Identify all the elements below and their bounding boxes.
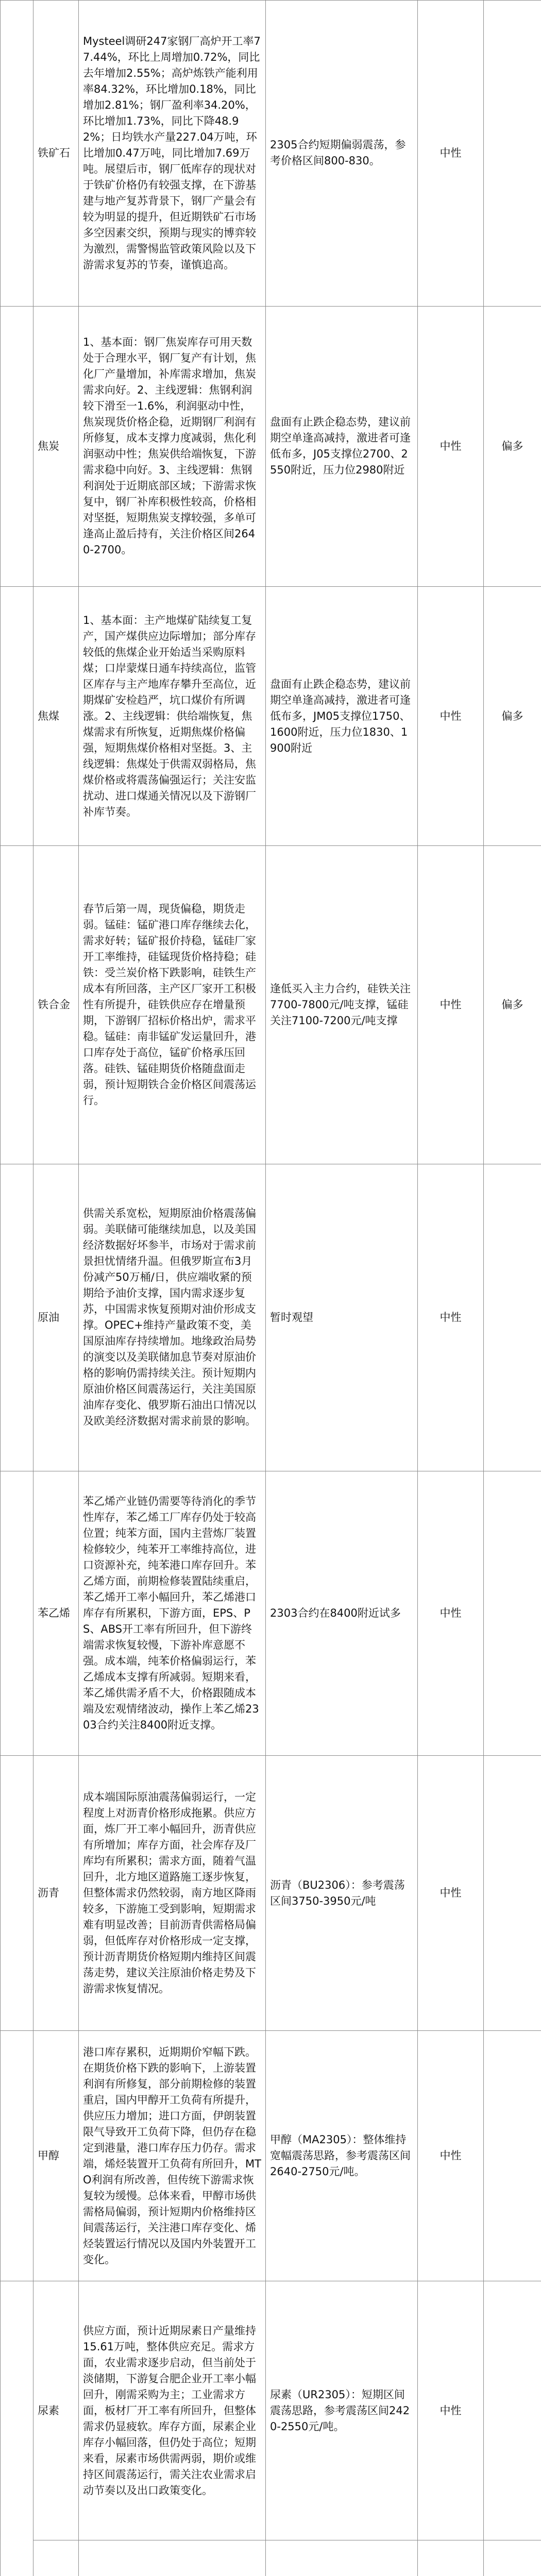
strategy-cell: 甲醇（MA2305）：整体维持宽幅震荡思路，参考震荡区间2640-2750元/吨。 — [266, 2031, 418, 2281]
commodity-name: 苯乙烯 — [33, 1471, 79, 1756]
strategy-cell — [266, 2540, 418, 2576]
strategy-cell: 逢低买入主力合约，硅铁关注7700-7800元/吨支撑，锰硅关注7100-7200元/吨支撑 — [266, 845, 418, 1164]
table-row — [1, 587, 541, 846]
logic-cell: Mysteel调研247家钢厂高炉开工率77.44%，环比上周增加0.72%，同比去年增加2.55%；高炉炼铁产能利用率84.32%，环比增加0.18%，同比增加2.81%；钢厂盈利率34.20%，环比增加1.73%，同比下降48.92%；日均铁水产量227.04万吨，环比增加0.47万吨，同比增加7.69万吨。展望后市，钢厂低库存的现状对于铁矿价格仍有较强支撑，在下游基建与地产复苏背景下，钢厂产量会有较为明显的提升，但近期铁矿石市场多空因素交织，预期与现实的博弈较为激烈，需警惕监管政策风险以及下游需求复苏的节奏，谨慎追高。 — [79, 1, 266, 307]
commodity-name: 铁合金 — [33, 845, 79, 1164]
bias-cell — [484, 2031, 541, 2281]
commodity-name: 沥青 — [33, 1756, 79, 2031]
table-row — [1, 1756, 541, 2031]
view-cell: 中性 — [418, 1756, 484, 2031]
sector-cell — [1, 1471, 33, 1756]
logic-cell: 1、基本面：主产地煤矿陆续复工复产，国产煤供应边际增加；部分库存较低的焦煤企业开始适当采购原料煤；口岸蒙煤日通车持续高位，监管区库存与主产地库存攀升至高位，近期煤矿安检趋严，坑口煤价有所调涨。2、主线逻辑：供给端恢复，焦煤需求有所恢复，近期焦煤价格偏强，短期焦煤价格相对坚挺。3、主线逻辑：焦煤处于供需双弱格局，焦煤价格或将震荡偏强运行；关注安监扰动、进口煤通关情况以及下游钢厂补库节奏。 — [79, 587, 266, 846]
commodity-name: 焦炭 — [33, 306, 79, 587]
bias-cell — [484, 2540, 541, 2576]
strategy-cell: 沥青（BU2306）：参考震荡区间3750-3950元/吨 — [266, 1756, 418, 2031]
strategy-cell: 尿素（UR2305）：短期区间震荡思路，参考震荡区间2420-2550元/吨。 — [266, 2281, 418, 2540]
sector-cell — [1, 306, 33, 587]
commodity-name: 甲醇 — [33, 2031, 79, 2281]
table-row — [1, 2281, 541, 2540]
logic-cell: 港口库存累积，近期期价窄幅下跌。在期货价格下跌的影响下，上游装置利润有所修复，部分前期检修的装置重启，国内甲醇开工负荷有所提升，供应压力增加；进口方面，伊朗装置限气导致开工负荷下降，但仍存在稳定到港量，港口库存压力仍存。需求端，烯烃装置开工负荷有所回升，MTO利润有所改善，但传统下游需求恢复较为缓慢。总体来看，甲醇市场供需格局偏弱，预计短期内价格维持区间震荡运行，关注港口库存变化、烯烃装置运行情况以及国内外装置开工变化。 — [79, 2031, 266, 2281]
logic-cell: 供需关系宽松，短期原油价格震荡偏弱。美联储可能继续加息，以及美国经济数据好坏参半，市场对于需求前景担忧情绪升温。但俄罗斯宣布3月份减产50万桶/日，供应端收紧的预期给予油价支撑，国内需求逐步复苏，中国需求恢复预期对油价形成支撑。OPEC+维持产量政策不变，美国原油库存持续增加。地缘政治局势的演变以及美联储加息节奏对原油价格的影响仍需持续关注。预计短期内原油价格区间震荡运行，关注美国原油库存变化、俄罗斯石油出口情况以及欧美经济数据对需求前景的影响。 — [79, 1164, 266, 1471]
bias-cell: 偏多 — [484, 845, 541, 1164]
strategy-cell: 盘面有止跌企稳态势，建议前期空单逢高减持，激进者可逢低布多，JM05支撑位1750、1600附近，压力位1830、1900附近 — [266, 587, 418, 846]
table-row — [1, 2540, 541, 2576]
table-row — [1, 2031, 541, 2281]
bias-cell: 偏多 — [484, 306, 541, 587]
view-cell: 中性 — [418, 1471, 484, 1756]
logic-cell: 春节后第一周，现货偏稳，期货走弱。锰硅：锰矿港口库存继续去化，需求好转；锰矿报价持稳，锰硅厂家开工率维持，硅锰现货价格持稳；硅铁：受兰炭价格下跌影响，硅铁生产成本有所回落，主产区厂家开工积极性有所提升，硅铁供应存在增量预期，下游钢厂招标价格出炉，需求平稳。锰硅：南非锰矿发运量回升，港口库存处于高位，锰矿价格承压回落。硅铁、锰硅期货价格随盘面走弱，预计短期铁合金价格区间震荡运行。 — [79, 845, 266, 1164]
bias-cell — [484, 2281, 541, 2540]
commodity-name — [33, 2540, 79, 2576]
bias-cell — [484, 1164, 541, 1471]
bias-cell — [484, 1756, 541, 2031]
logic-cell — [79, 2540, 266, 2576]
strategy-cell: 盘面有止跌企稳态势，建议前期空单逢高减持，激进者可逢低布多，J05支撑位2700、2550附近，压力位2980附近 — [266, 306, 418, 587]
view-cell: 中性 — [418, 1164, 484, 1471]
bias-cell — [484, 1, 541, 307]
view-cell: 中性 — [418, 2281, 484, 2540]
table-row — [1, 845, 541, 1164]
strategy-cell: 2305合约短期偏弱震荡，参考价格区间800-830。 — [266, 1, 418, 307]
view-cell: 中性 — [418, 1, 484, 307]
bias-cell — [484, 1471, 541, 1756]
sector-cell — [1, 1164, 33, 1471]
view-cell — [418, 2540, 484, 2576]
sector-cell — [1, 2031, 33, 2281]
view-cell: 中性 — [418, 2031, 484, 2281]
strategy-cell: 暂时观望 — [266, 1164, 418, 1471]
sector-cell — [1, 1, 33, 307]
view-cell: 中性 — [418, 587, 484, 846]
logic-cell: 苯乙烯产业链仍需要等待消化的季节性库存，苯乙烯工厂库存仍处于较高位置；纯苯方面，国内主营炼厂装置检修较少，纯苯开工率维持高位，进口资源补充，纯苯港口库存回升。苯乙烯方面，前期检修装置陆续重启，苯乙烯开工率小幅回升，苯乙烯港口库存有所累积，下游方面，EPS、PS、ABS开工率有所回升，但下游终端需求恢复较慢，下游补库意愿不强。成本端，纯苯价格偏弱运行，苯乙烯成本支撑有所减弱。短期来看，苯乙烯供需矛盾不大，价格跟随成本端及宏观情绪波动，操作上苯乙烯2303合约关注8400附近支撑。 — [79, 1471, 266, 1756]
table-row — [1, 1164, 541, 1471]
sector-cell — [1, 845, 33, 1164]
sector-cell — [1, 1756, 33, 2031]
view-cell: 中性 — [418, 306, 484, 587]
strategy-cell: 2303合约在8400附近试多 — [266, 1471, 418, 1756]
table-row — [1, 306, 541, 587]
view-cell: 中性 — [418, 845, 484, 1164]
commodity-name: 尿素 — [33, 2281, 79, 2540]
logic-cell: 1、基本面：钢厂焦炭库存可用天数处于合理水平，钢厂复产有计划，焦化厂产量增加，补库需求增加，焦炭需求向好。2、主线逻辑：焦钢利润较下滑至一1.6%，利润驱动中性，焦炭现货价格企稳，近期钢厂利润有所修复，成本支撑力度减弱，焦化利润驱动中性；焦炭供给端恢复，下游需求稳中向好。3、主线逻辑：焦钢利润处于近期底部区域；下游需求恢复中，钢厂补库积极性较高，价格相对坚挺，短期焦炭支撑较强，多单可逢高止盈后持有，关注价格区间2640-2700。 — [79, 306, 266, 587]
commodity-name: 焦煤 — [33, 587, 79, 846]
logic-cell: 供应方面，预计近期尿素日产量维持15.61万吨，整体供应充足。需求方面，农业需求逐步启动，但当前处于淡储期，下游复合肥企业开工率小幅回升，刚需采购为主；工业需求方面，板材厂开工率有所回升，但整体需求仍显疲软。库存方面，尿素企业库存小幅回落，但仍处于高位；短期来看，尿素市场供需两弱，期价或维持区间震荡运行，需关注农业需求启动节奏以及出口政策变化。 — [79, 2281, 266, 2540]
commodity-name: 铁矿石 — [33, 1, 79, 307]
sector-cell — [1, 587, 33, 846]
commodity-name: 原油 — [33, 1164, 79, 1471]
bias-cell: 偏多 — [484, 587, 541, 846]
logic-cell: 成本端国际原油震荡偏弱运行，一定程度上对沥青价格形成拖累。供应方面，炼厂开工率小幅回升，沥青供应有所增加；库存方面，社会库存及厂库均有所累积；需求方面，随着气温回升，北方地区道路施工逐步恢复，但整体需求仍然较弱，南方地区降雨较多，下游施工受到影响，短期需求难有明显改善；目前沥青供需格局偏弱，但低库存对价格形成一定支撑，预计沥青期货价格短期内维持区间震荡走势，建议关注原油价格走势及下游需求恢复情况。 — [79, 1756, 266, 2031]
sector-energy-chemical — [1, 2281, 33, 2576]
table-row — [1, 1, 541, 307]
table-row — [1, 1471, 541, 1756]
